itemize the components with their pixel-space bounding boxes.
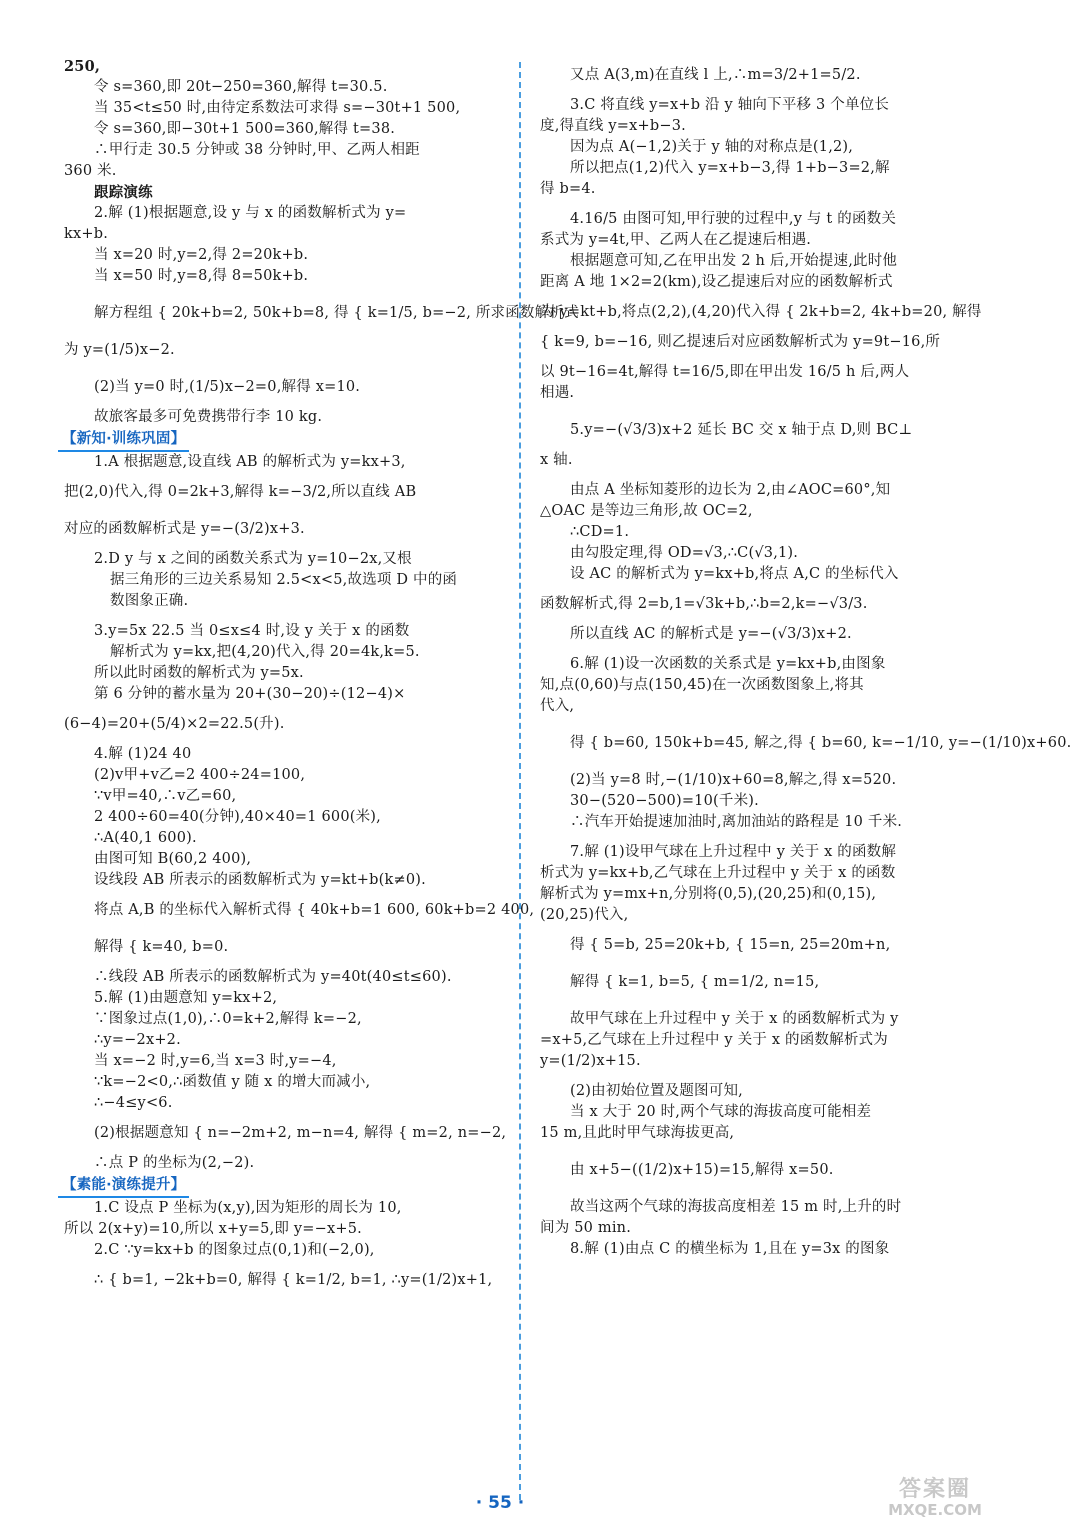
text-line: ∴点 P 的坐标为(2,−2). [94, 1155, 255, 1171]
text-line: ∴y=−2x+2. [94, 1032, 181, 1048]
text-line: ∴CD=1. [570, 524, 630, 540]
text-line: 设线段 AB 所表示的函数解析式为 y=kt+b(k≠0). [94, 872, 426, 888]
section-heading-2 [64, 1174, 504, 1198]
text-line: 代入, [540, 698, 575, 714]
text-line: 据三角形的三边关系易知 2.5<x<5,故选项 D 中的函 [110, 572, 458, 588]
text-line: 得 { 5=b, 25=20k+b, { 15=n, 25=20m+n, [570, 937, 891, 953]
text-line: ∴甲行走 30.5 分钟或 38 分钟时,甲、乙两人相距 [94, 142, 420, 158]
text-line: ∴线段 AB 所表示的函数解析式为 y=40t(40≤t≤60). [94, 969, 452, 985]
text-line: 当 x 大于 20 时,两个气球的海拔高度可能相差 [570, 1104, 872, 1120]
page-number: · 55 · [475, 1493, 525, 1513]
text-line: (2)当 y=0 时,(1/5)x−2=0,解得 x=10. [94, 379, 361, 395]
text-line: kx+b. [64, 226, 109, 242]
text-line: 设 AC 的解析式为 y=kx+b,将点 A,C 的坐标代入 [570, 566, 899, 582]
section-band: 【新知·训练巩固】 [58, 428, 189, 452]
text-line: 4.解 (1)24 40 [94, 746, 192, 762]
text-line: ∴ { b=1, −2k+b=0, 解得 { k=1/2, b=1, ∴y=(1/2)x+1, [94, 1272, 493, 1288]
text-line: 为 y=kt+b,将点(2,2),(4,20)代入得 { 2k+b=2, 4k+b=20, 解得 [540, 304, 982, 320]
watermark-logo [880, 1477, 990, 1528]
text-line: 得 b=4. [540, 181, 596, 197]
text-line: △OAC 是等边三角形,故 OC=2, [540, 503, 753, 519]
text-line: (2)根据题意知 { n=−2m+2, m−n=4, 解得 { m=2, n=−2, [94, 1125, 507, 1141]
text-line: (2)由初始位置及题图可知, [570, 1083, 743, 1099]
subheading: 跟踪演练 [94, 184, 153, 201]
text-line: 30−(520−500)=10(千米). [570, 793, 759, 809]
text-line: 又点 A(3,m)在直线 l 上,∴m=3/2+1=5/2. [570, 67, 861, 83]
text-line: 间为 50 min. [540, 1220, 632, 1236]
text-line: 所以 2(x+y)=10,所以 x+y=5,即 y=−x+5. [64, 1221, 362, 1237]
text-line: 距离 A 地 1×2=2(km),设乙提速后对应的函数解析式 [540, 274, 893, 290]
text-line: ∴−4≤y<6. [94, 1095, 173, 1111]
right-column [540, 56, 1071, 1260]
section-band: 【素能·演练提升】 [58, 1174, 189, 1198]
text-line: 解方程组 { 20k+b=2, 50k+b=8, 得 { k=1/5, b=−2, 所求函数解析式 [94, 305, 579, 321]
text-line: 1.C 设点 P 坐标为(x,y),因为矩形的周长为 10, [94, 1200, 402, 1216]
text-line: 解析式为 y=mx+n,分别将(0,5),(20,25)和(0,15), [540, 886, 877, 902]
text-line: 系式为 y=4t,甲、乙两人在乙提速后相遇. [540, 232, 812, 248]
text-line: 因为点 A(−1,2)关于 y 轴的对称点是(1,2), [570, 139, 854, 155]
text-line: ∵v甲=40,∴v乙=60, [94, 788, 237, 804]
text-line: 当 x=20 时,y=2,得 2=20k+b. [94, 247, 309, 263]
text-line: 所以此时函数的解析式为 y=5x. [94, 665, 304, 681]
text-line: y=(1/2)x+15. [540, 1053, 641, 1069]
text-line: ∵图象过点(1,0),∴0=k+2,解得 k=−2, [94, 1011, 362, 1027]
text-line: 第 6 分钟的蓄水量为 20+(30−20)÷(12−4)× [94, 686, 406, 702]
text-line: 4.16/5 由图可知,甲行驶的过程中,y 与 t 的函数关 [570, 211, 897, 227]
text-line: (2)v甲+v乙=2 400÷24=100, [94, 767, 306, 783]
text-line: 将点 A,B 的坐标代入解析式得 { 40k+b=1 600, 60k+b=2 400, [94, 902, 535, 918]
text-line: 当 x=−2 时,y=6,当 x=3 时,y=−4, [94, 1053, 337, 1069]
section-heading-1 [64, 428, 504, 452]
text-line: 故甲气球在上升过程中 y 关于 x 的函数解析式为 y [570, 1011, 899, 1027]
text-line: 6.解 (1)设一次函数的关系式是 y=kx+b,由图象 [570, 656, 886, 672]
text-line: 5.解 (1)由题意知 y=kx+2, [94, 990, 278, 1006]
text-line: 由 x+5−((1/2)x+15)=15,解得 x=50. [570, 1162, 834, 1178]
text-line: 得 { b=60, 150k+b=45, 解之,得 { b=60, k=−1/10, y=−(1/10)x+60. [570, 735, 1071, 751]
text-line: 为 y=(1/5)x−2. [64, 342, 175, 358]
text-line: 由图可知 B(60,2 400), [94, 851, 252, 867]
text-line: 析式为 y=kx+b,乙气球在上升过程中 y 关于 x 的函数 [540, 865, 896, 881]
text-line: 解得 { k=40, b=0. [94, 939, 229, 955]
column-divider [519, 62, 521, 1500]
text-line: =x+5,乙气球在上升过程中 y 关于 x 的函数解析式为 [540, 1032, 888, 1048]
text-line: 由勾股定理,得 OD=√3,∴C(√3,1). [570, 545, 799, 561]
text-line: 对应的函数解析式是 y=−(3/2)x+3. [64, 521, 305, 537]
text-line: ∴汽车开始提速加油时,离加油站的路程是 10 千米. [570, 814, 903, 830]
text-line: 函数解析式,得 2=b,1=√3k+b,∴b=2,k=−√3/3. [540, 596, 868, 612]
text-line: 度,得直线 y=x+b−3. [540, 118, 686, 134]
text-line: 7.解 (1)设甲气球在上升过程中 y 关于 x 的函数解 [570, 844, 897, 860]
text-line: (2)当 y=8 时,−(1/10)x+60=8,解之,得 x=520. [570, 772, 897, 788]
text-line: 根据题意可知,乙在甲出发 2 h 后,开始提速,此时他 [570, 253, 898, 269]
text-line: 1.A 根据题意,设直线 AB 的解析式为 y=kx+3, [94, 454, 406, 470]
text-line: 把(2,0)代入,得 0=2k+3,解得 k=−3/2,所以直线 AB [64, 484, 417, 500]
text-line: 2 400÷60=40(分钟),40×40=1 600(米), [94, 809, 381, 825]
text-line: 当 x=50 时,y=8,得 8=50k+b. [94, 268, 309, 284]
watermark-text: 答案圈 [898, 1477, 971, 1502]
text-line: (20,25)代入, [540, 907, 629, 923]
text-line: 相遇. [540, 385, 575, 401]
text-line: 知,点(0,60)与点(150,45)在一次函数图象上,将其 [540, 677, 864, 693]
text-line: 解得 { k=1, b=5, { m=1/2, n=15, [570, 974, 820, 990]
text-line: x 轴. [540, 452, 573, 468]
text-line: 3.C 将直线 y=x+b 沿 y 轴向下平移 3 个单位长 [570, 97, 890, 113]
text-line: 当 35<t≤50 时,由待定系数法可求得 s=−30t+1 500, [94, 100, 461, 116]
text-line: 360 米. [64, 163, 117, 179]
text-line: ∵k=−2<0,∴函数值 y 随 x 的增大而减小, [94, 1074, 371, 1090]
text-line: 解析式为 y=kx,把(4,20)代入,得 20=4k,k=5. [110, 644, 420, 660]
text-line: 所以把点(1,2)代入 y=x+b−3,得 1+b−3=2,解 [570, 160, 890, 176]
text-line: 2.C ∵y=kx+b 的图象过点(0,1)和(−2,0), [94, 1242, 375, 1258]
text-line: 以 9t−16=4t,解得 t=16/5,即在甲出发 16/5 h 后,两人 [540, 364, 910, 380]
text-line: 故旅客最多可免费携带行李 10 kg. [94, 409, 323, 425]
text-line: 数图象正确. [110, 593, 189, 609]
text-line: 故当这两个气球的海拔高度相差 15 m 时,上升的时 [570, 1199, 902, 1215]
text-line: 8.解 (1)由点 C 的横坐标为 1,且在 y=3x 的图象 [570, 1241, 890, 1257]
text-line: 所以直线 AC 的解析式是 y=−(√3/3)x+2. [570, 626, 852, 642]
text-line: ∴A(40,1 600). [94, 830, 197, 846]
text-line: 5.y=−(√3/3)x+2 延长 BC 交 x 轴于点 D,则 BC⊥ [570, 422, 913, 438]
watermark-url: MXQE.COM [888, 1501, 982, 1519]
text-line: 令 s=360,即 20t−250=360,解得 t=30.5. [94, 79, 388, 95]
text-line: 3.y=5x 22.5 当 0≤x≤4 时,设 y 关于 x 的函数 [94, 623, 410, 639]
text-line: 15 m,且此时甲气球海拔更高, [540, 1125, 735, 1141]
text-line: (6−4)=20+(5/4)×2=22.5(升). [64, 716, 285, 732]
text-line: 2.D y 与 x 之间的函数关系式为 y=10−2x,又根 [94, 551, 412, 567]
text-line: 250, [64, 58, 101, 75]
text-line: 2.解 (1)根据题意,设 y 与 x 的函数解析式为 y= [94, 205, 407, 221]
text-line: { k=9, b=−16, 则乙提速后对应函数解析式为 y=9t−16,所 [540, 334, 941, 350]
text-line: 令 s=360,即−30t+1 500=360,解得 t=38. [94, 121, 396, 137]
text-line: 由点 A 坐标知菱形的边长为 2,由∠AOC=60°,知 [570, 482, 891, 498]
